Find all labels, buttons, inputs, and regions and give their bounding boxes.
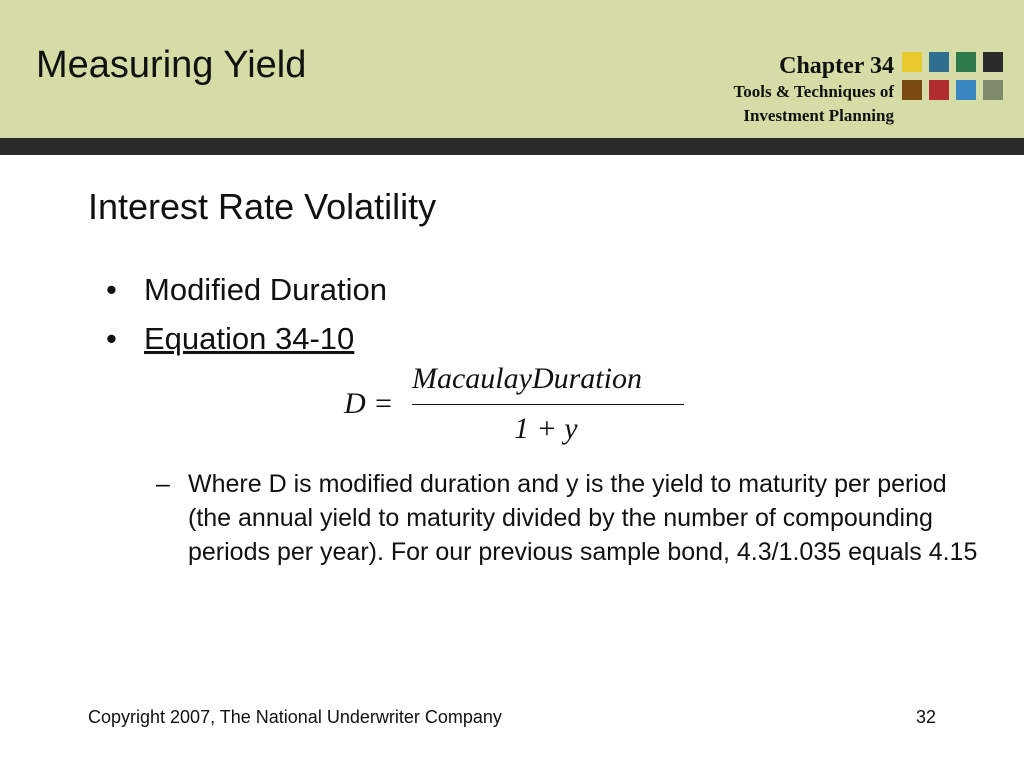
section-heading: Interest Rate Volatility	[88, 186, 437, 227]
color-square	[902, 80, 922, 100]
fraction-bar	[412, 404, 684, 405]
bullet-icon: •	[106, 272, 117, 307]
slide-title: Measuring Yield	[36, 44, 307, 86]
chapter-subtitle-line2: Investment Planning	[743, 106, 894, 125]
modified-duration-equation	[344, 360, 694, 450]
color-square	[902, 52, 922, 72]
page-number: 32	[916, 707, 937, 727]
chapter-block	[734, 52, 894, 128]
header-divider-bar	[0, 138, 1024, 155]
chapter-subtitle-line1: Tools & Techniques of	[733, 82, 894, 101]
equation-lhs: D =	[344, 387, 394, 420]
equation-numerator: MacaulayDuration	[412, 362, 642, 395]
bullet-text: Modified Duration	[144, 272, 387, 307]
color-square	[929, 52, 949, 72]
equation-denominator: 1 + y	[514, 412, 578, 445]
color-square	[956, 80, 976, 100]
chapter-title: Chapter 34	[779, 53, 894, 79]
color-square	[983, 52, 1003, 72]
sub-bullet-text: Where D is modified duration and y is the yield to maturity per period (the annual yield to maturity divided by the number of compounding periods per year). For our previous sample bond, 4.3/1.035 equals 4.15	[188, 470, 978, 566]
footer-copyright: Copyright 2007, The National Underwriter Company	[88, 707, 502, 727]
color-square	[956, 52, 976, 72]
bullet-icon: •	[106, 321, 117, 356]
color-square	[929, 80, 949, 100]
slide-header	[0, 0, 1024, 138]
equation-link[interactable]: Equation 34-10	[144, 321, 355, 356]
color-square	[983, 80, 1003, 100]
dash-icon: –	[156, 470, 170, 498]
